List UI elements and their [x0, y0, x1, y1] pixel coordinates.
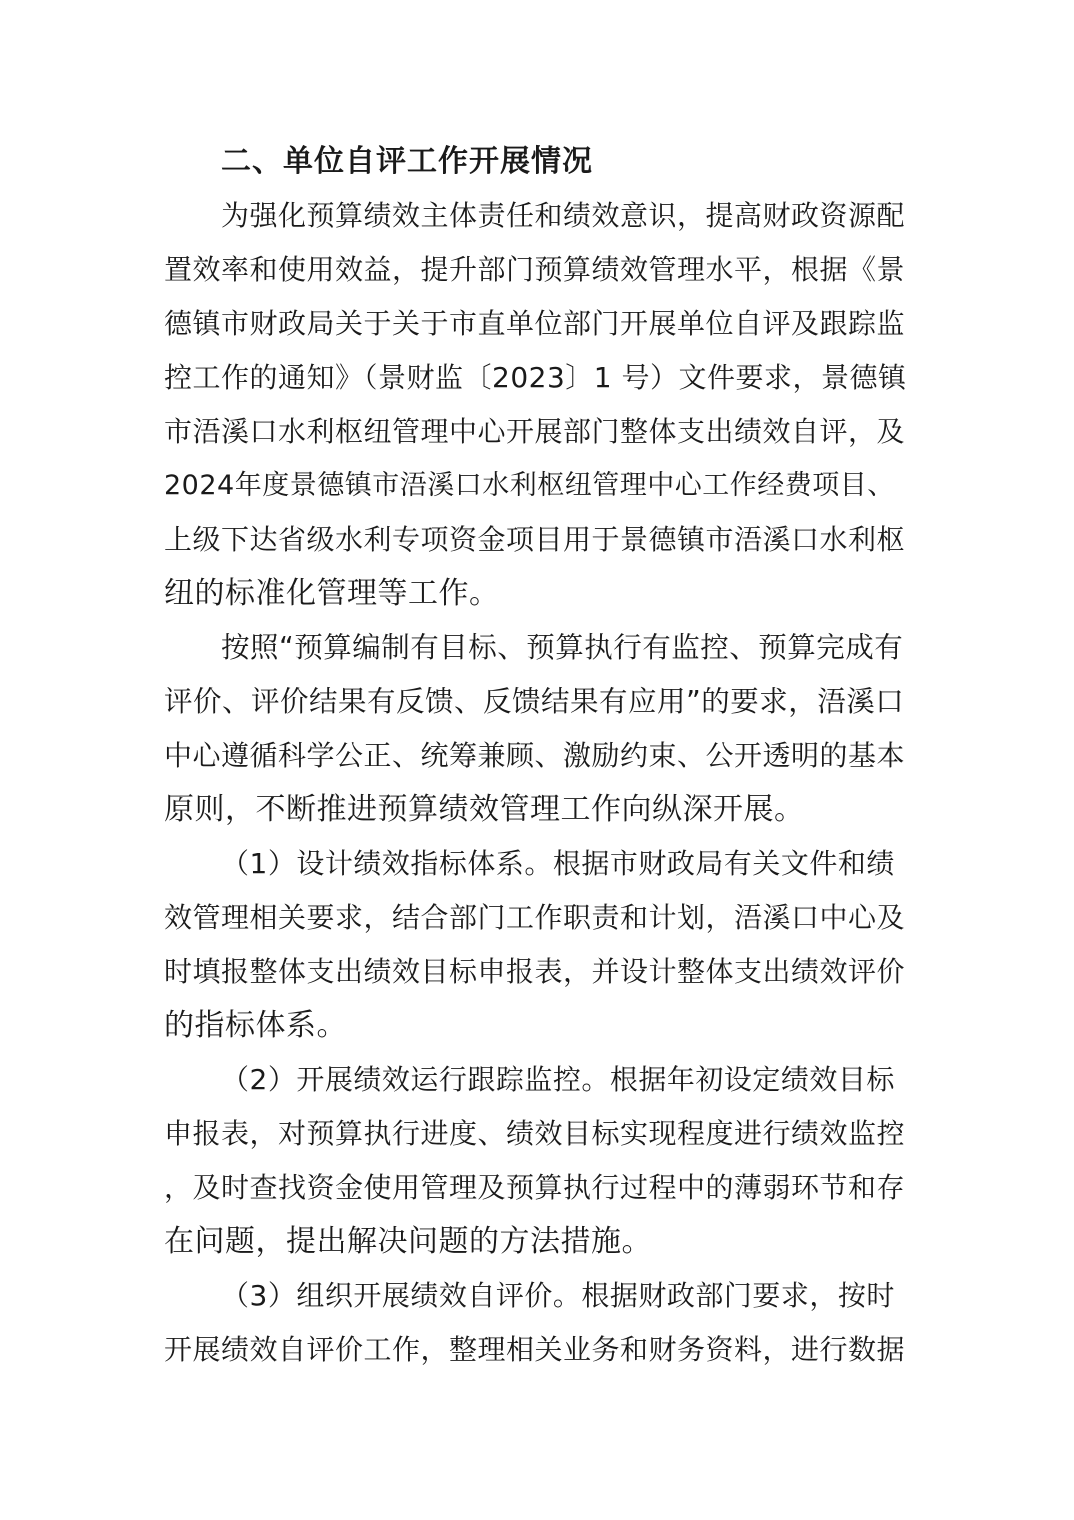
item-2-line-4: 在问题，提出解决问题的方法措施。	[164, 1224, 652, 1259]
paragraph-1-line-5: 市浯溪口水利枢纽管理中心开展部门整体支出绩效自评，及	[164, 415, 906, 448]
item-1-line-4: 的指标体系。	[164, 1008, 347, 1043]
item-1-line-2: 效管理相关要求，结合部门工作职责和计划，浯溪口中心及	[164, 901, 906, 934]
item-2-line-1: （2）开展绩效运行跟踪监控。根据年初设定绩效目标	[221, 1063, 895, 1096]
paragraph-2-line-2: 评价、评价结果有反馈、反馈结果有应用”的要求，浯溪口	[164, 685, 905, 718]
item-2-line-2: 申报表，对预算执行进度、绩效目标实现程度进行绩效监控	[164, 1117, 906, 1150]
item-2-line-3: ，及时查找资金使用管理及预算执行过程中的薄弱环节和存	[164, 1171, 906, 1204]
item-1-line-3: 时填报整体支出绩效目标申报表，并设计整体支出绩效评价	[164, 955, 906, 988]
item-1-line-1: （1）设计绩效指标体系。根据市财政局有关文件和绩	[221, 847, 895, 880]
paragraph-1-line-2: 置效率和使用效益，提升部门预算绩效管理水平，根据《景	[164, 253, 906, 286]
item-3-line-2: 开展绩效自评价工作，整理相关业务和财务资料，进行数据	[164, 1333, 906, 1366]
paragraph-1-line-7: 上级下达省级水利专项资金项目用于景德镇市浯溪口水利枢	[164, 523, 906, 556]
section-heading: 二、单位自评工作开展情况	[221, 144, 593, 179]
item-3-line-1: （3）组织开展绩效自评价。根据财政部门要求，按时	[221, 1279, 895, 1312]
paragraph-1-line-3: 德镇市财政局关于关于市直单位部门开展单位自评及跟踪监	[164, 307, 906, 340]
paragraph-1-line-6: 2024年度景德镇市浯溪口水利枢纽管理中心工作经费项目、	[164, 470, 895, 501]
paragraph-1-line-1: 为强化预算绩效主体责任和绩效意识，提高财政资源配	[221, 199, 906, 232]
paragraph-2-line-4: 原则，不断推进预算绩效管理工作向纵深开展。	[164, 792, 805, 827]
paragraph-1-line-4: 控工作的通知》（景财监〔2023〕1 号）文件要求，景德镇	[164, 361, 907, 394]
paragraph-2-line-1: 按照“预算编制有目标、预算执行有监控、预算完成有	[221, 631, 904, 664]
paragraph-2-line-3: 中心遵循科学公正、统筹兼顾、激励约束、公开透明的基本	[164, 739, 906, 772]
paragraph-1-line-8: 纽的标准化管理等工作。	[164, 576, 500, 611]
